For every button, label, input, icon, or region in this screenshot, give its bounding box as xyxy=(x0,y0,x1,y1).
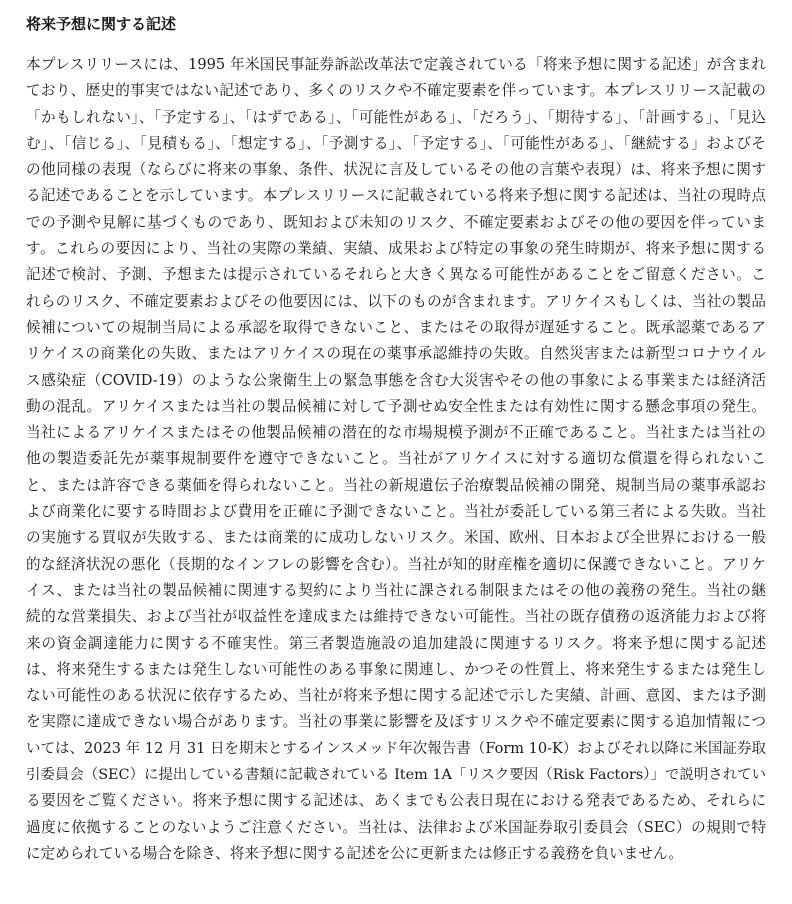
paragraph-line: ない可能性のある状況に依存するため、当社が将来予想に関する記述で示した実績、計画、意図、または予測 xyxy=(26,687,766,705)
paragraph-line: ス感染症（COVID-19）のような公衆衛生上の緊急事態を含む大災害やその他の事象による事業または経済活 xyxy=(26,371,766,389)
paragraph-line: の他同様の表現（ならびに将来の事象、条件、状況に言及しているその他の言葉や表現）は、将来予想に関す xyxy=(26,161,766,179)
paragraph-line: よび商業化に要する時間および費用を正確に予測できないこと。当社が委託している第三者による失敗。当社 xyxy=(26,503,766,521)
paragraph-line: いては、2023 年 12 月 31 日を期末とするインスメッド年次報告書（Form 10-K）およびそれ以降に米国証券取 xyxy=(26,740,766,757)
disclaimer-paragraph xyxy=(26,52,766,867)
paragraph-line: 候補についての規制当局による承認を取得できないこと、またはその取得が遅延すること。既承認薬であるア xyxy=(26,318,766,336)
paragraph-line: 来の資金調達能力に関する不確実性。第三者製造施設の追加建設に関連するリスク。将来予想に関する記述 xyxy=(26,634,766,652)
paragraph-line: る要因をご覧ください。将来予想に関する記述は、あくまでも公表日現在における発表であるため、それらに xyxy=(26,792,766,810)
paragraph-line: を実際に達成できない場合があります。当社の事業に影響を及ぼすリスクや不確定要素に関する追加情報につ xyxy=(26,713,766,731)
paragraph-line: 「かもしれない」、「予定する」、「はずである」、「可能性がある」、「だろう」、「期待する」、「計画する」、「見込 xyxy=(26,108,766,126)
paragraph-line: イス、または当社の製品候補に関連する契約により当社に課される制限またはその他の義務の発生。当社の継 xyxy=(26,581,766,599)
paragraph-line: 他の製造委託先が薬事規制要件を遵守できないこと。当社がアリケイスに対する適切な償還を得られないこ xyxy=(26,450,766,468)
paragraph-line: む」、「信じる」、「見積もる」、「想定する」、「予測する」、「予定する」、「可能性がある」、「継続する」およびそ xyxy=(26,134,766,152)
paragraph-line: す。これらの要因により、当社の実際の業績、実績、成果および特定の事象の発生時期が、将来予想に関する xyxy=(26,240,766,258)
paragraph-line: は、将来発生するまたは発生しない可能性のある事象に関連し、かつその性質上、将来発生するまたは発生し xyxy=(26,660,766,678)
paragraph-line: る記述であることを示しています。本プレスリリースに記載されている将来予想に関する記述は、当社の現時点 xyxy=(26,187,766,205)
paragraph-line: と、または許容できる薬価を得られないこと。当社の新規遺伝子治療製品候補の開発、規制当局の薬事承認お xyxy=(26,476,766,494)
paragraph-line: での予測や見解に基づくものであり、既知および未知のリスク、不確定要素およびその他の要因を伴っていま xyxy=(26,213,766,231)
paragraph-line: 動の混乱。アリケイスまたは当社の製品候補に対して予測せぬ安全性または有効性に関する懸念事項の発生。 xyxy=(26,397,766,415)
paragraph-line: 続的な営業損失、および当社が収益性を達成または維持できない可能性。当社の既存債務の返済能力および将 xyxy=(26,608,766,626)
paragraph-line: 記述で検討、予測、予想または提示されているそれらと大きく異なる可能性があることをご留意ください。こ xyxy=(26,266,766,284)
paragraph-line: れらのリスク、不確定要素およびその他要因には、以下のものが含まれます。アリケイスもしくは、当社の製品 xyxy=(26,292,766,310)
paragraph-line: リケイスの商業化の失敗、またはアリケイスの現在の薬事承認維持の失敗。自然災害または新型コロナウイル xyxy=(26,345,766,363)
paragraph-line: 的な経済状況の悪化（長期的なインフレの影響を含む）。当社が知的財産権を適切に保護できないこと。アリケ xyxy=(26,555,766,573)
paragraph-line: 引委員会（SEC）に提出している書類に記載されている Item 1A「リスク要因（Risk Factors）」で説明されてい xyxy=(26,767,766,784)
section-title: 将来予想に関する記述 xyxy=(26,15,177,33)
paragraph-line: ており、歴史的事実ではない記述であり、多くのリスクや不確定要素を伴っています。本プレスリリース記載の xyxy=(26,82,766,100)
paragraph-line: 当社によるアリケイスまたはその他製品候補の潜在的な市場規模予測が不正確であること。当社または当社の xyxy=(26,424,766,442)
paragraph-line: の実施する買収が失敗する、または商業的に成功しないリスク。米国、欧州、日本および全世界における一般 xyxy=(26,529,766,547)
paragraph-line: に定められている場合を除き、将来予想に関する記述を公に更新または修正する義務を負いません。 xyxy=(26,844,684,862)
paragraph-line: 過度に依拠することのないようご注意ください。当社は、法律および米国証券取引委員会（SEC）の規則で特 xyxy=(26,818,766,836)
paragraph-line: 本プレスリリースには、1995 年米国民事証券訴訟改革法で定義されている「将来予想に関する記述」が含まれ xyxy=(26,56,766,73)
